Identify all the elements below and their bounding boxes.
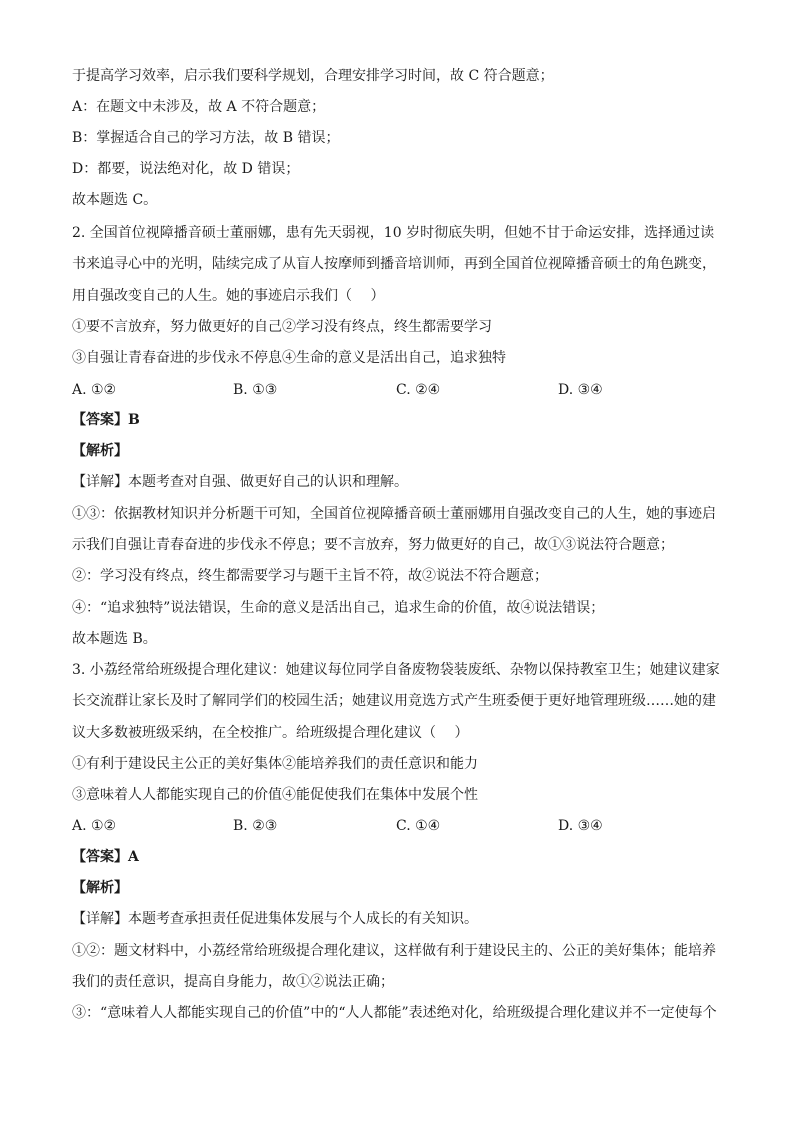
question-3-option-b: B. ②③ bbox=[233, 818, 278, 834]
answer-label: 【答案】B bbox=[72, 412, 140, 428]
question-2-stem-line: 用自强改变自己的人生。她的事迹启示我们（ ） bbox=[72, 288, 385, 304]
detail-line: 【详解】本题考查承担责任促进集体发展与个人成长的有关知识。 bbox=[72, 911, 478, 927]
question-3-stem-line: 长交流群让家长及时了解同学们的校园生活；她建议用竞选方式产生班委便于更好地管理班级……她的建 bbox=[72, 693, 716, 709]
question-2-option-c: C. ②④ bbox=[396, 382, 441, 398]
detail-line: ④：“追求独特”说法错误，生命的意义是活出自己，追求生命的价值，故④说法错误； bbox=[72, 600, 605, 616]
question-3-stem-line: 3. 小荔经常给班级提合理化建议：她建议每位同学自备废物袋装废纸、杂物以保持教室卫生；她建议建家 bbox=[72, 662, 720, 678]
paragraph-line: 故本题选 C。 bbox=[72, 192, 158, 208]
question-3-statements: ①有利于建设民主公正的美好集体②能培养我们的责任意识和能力 bbox=[72, 756, 478, 772]
question-3-option-d: D. ③④ bbox=[558, 818, 603, 834]
detail-line: 我们的责任意识，提高自身能力，故①②说法正确； bbox=[72, 974, 394, 990]
question-3-stem-line: 议大多数被班级采纳，在全校推广。给班级提合理化建议（ ） bbox=[72, 725, 469, 741]
detail-line: 示我们自强让青春奋进的步伐永不停息；要不言放弃，努力做更好的自己，故①③说法符合题意； bbox=[72, 537, 674, 553]
question-3-option-a: A. ①② bbox=[72, 818, 117, 834]
paragraph-line: A：在题文中未涉及，故 A 不符合题意； bbox=[72, 99, 326, 115]
analysis-label: 【解析】 bbox=[72, 443, 128, 459]
paragraph-line: B：掌握适合自己的学习方法，故 B 错误； bbox=[72, 130, 340, 146]
answer-label: 【答案】A bbox=[72, 849, 139, 865]
question-3-option-c: C. ①④ bbox=[396, 818, 441, 834]
question-2-statements: ①要不言放弃，努力做更好的自己②学习没有终点，终生都需要学习 bbox=[72, 319, 492, 335]
question-3-statements: ③意味着人人都能实现自己的价值④能促使我们在集体中发展个性 bbox=[72, 787, 478, 803]
question-2-option-d: D. ③④ bbox=[558, 382, 603, 398]
paragraph-line: 于提高学习效率，启示我们要科学规划，合理安排学习时间，故 C 符合题意； bbox=[72, 68, 554, 84]
question-2-option-b: B. ①③ bbox=[233, 382, 278, 398]
paragraph-line: D：都要，说法绝对化，故 D 错误； bbox=[72, 161, 300, 177]
detail-line: ③：“意味着人人都能实现自己的价值”中的“人人都能”表述绝对化，给班级提合理化建议并不一定使每个 bbox=[72, 1005, 717, 1021]
detail-line: 【详解】本题考查对自强、做更好自己的认识和理解。 bbox=[72, 474, 408, 490]
question-2-stem-line: 2. 全国首位视障播音硕士董丽娜，患有先天弱视，10 岁时彻底失明，但她不甘于命运安排，选择通过读 bbox=[72, 225, 715, 241]
question-2-stem-line: 书来追寻心中的光明，陆续完成了从盲人按摩师到播音培训师，再到全国首位视障播音硕士的角色跳变， bbox=[72, 256, 716, 272]
analysis-label: 【解析】 bbox=[72, 880, 128, 896]
detail-line: ①②：题文材料中，小荔经常给班级提合理化建议，这样做有利于建设民主的、公正的美好集体；能培养 bbox=[72, 943, 716, 959]
question-2-option-a: A. ①② bbox=[72, 382, 117, 398]
detail-line: ①③：依据教材知识并分析题干可知，全国首位视障播音硕士董丽娜用自强改变自己的人生，她的事迹启 bbox=[72, 506, 716, 522]
detail-line: 故本题选 B。 bbox=[72, 631, 157, 647]
question-2-statements: ③自强让青春奋进的步伐永不停息④生命的意义是活出自己，追求独特 bbox=[72, 350, 506, 366]
detail-line: ②：学习没有终点，终生都需要学习与题干主旨不符，故②说法不符合题意； bbox=[72, 568, 548, 584]
